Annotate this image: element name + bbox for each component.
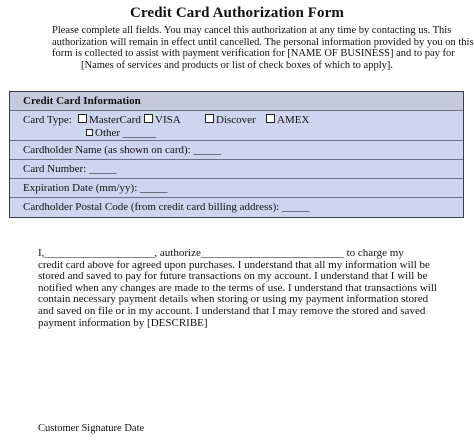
intro-line: Please complete all fields. You may cancel this authorization at any time by contacting us. This	[52, 25, 452, 36]
authorization-line: I,____________________, authorize__________________________ to charge my	[38, 247, 404, 259]
authorization-line: and saved on file or in my account. I understand that I may remove the stored and saved	[38, 304, 426, 317]
intro-line: [Names of services and products or list of check boxes of which to apply].	[81, 59, 393, 71]
form-title: Credit Card Authorization Form	[130, 5, 344, 21]
amex-label: AMEX	[277, 114, 310, 126]
discover-label: Discover	[216, 114, 256, 126]
mastercard-option[interactable]	[78, 114, 141, 126]
other-label: Other ______	[95, 127, 156, 139]
credit-card-info-table	[9, 91, 464, 218]
mastercard-label: MasterCard	[89, 114, 141, 126]
intro-text	[52, 25, 474, 71]
authorization-line: payment information by [DESCRIBE]	[38, 316, 208, 329]
other-checkbox[interactable]	[86, 129, 93, 136]
authorization-line: notified when any changes are made to the terms of use. I understand that transactions will	[38, 281, 437, 294]
amex-checkbox[interactable]	[266, 114, 275, 123]
visa-label: VISA	[155, 114, 181, 126]
visa-checkbox[interactable]	[144, 114, 153, 123]
card-number-row[interactable]: Card Number: _____	[10, 160, 463, 179]
authorization-line: stored and saved to pay for future transactions on my account. I understand that I will be	[38, 270, 428, 283]
customer-signature-date: Customer Signature Date	[38, 423, 145, 434]
authorization-paragraph	[38, 248, 458, 329]
discover-option[interactable]	[205, 114, 256, 126]
intro-line: authorization will remain in effect until cancelled. The personal information provided by you on this	[52, 36, 474, 48]
visa-option[interactable]	[144, 114, 181, 126]
expiration-date-row[interactable]: Expiration Date (mm/yy): _____	[10, 179, 463, 198]
other-option[interactable]	[86, 127, 156, 139]
discover-checkbox[interactable]	[205, 114, 214, 123]
mastercard-checkbox[interactable]	[78, 114, 87, 123]
intro-line: form is collected to assist with payment verification for [NAME OF BUSINESS] and to pay for	[52, 48, 455, 60]
card-type-row	[10, 111, 463, 141]
postal-code-row[interactable]: Cardholder Postal Code (from credit card billing address): _____	[23, 201, 310, 213]
authorization-line: contain necessary payment details when storing or using my payment information stored	[38, 293, 429, 306]
card-type-label: Card Type:	[23, 114, 72, 126]
amex-option[interactable]	[266, 114, 309, 126]
cardholder-name-row[interactable]: Cardholder Name (as shown on card): _____	[10, 141, 463, 160]
authorization-line: credit card above for agreed upon purchases. I understand that all my information will be	[38, 258, 430, 271]
info-table-header: Credit Card Information	[10, 92, 463, 111]
